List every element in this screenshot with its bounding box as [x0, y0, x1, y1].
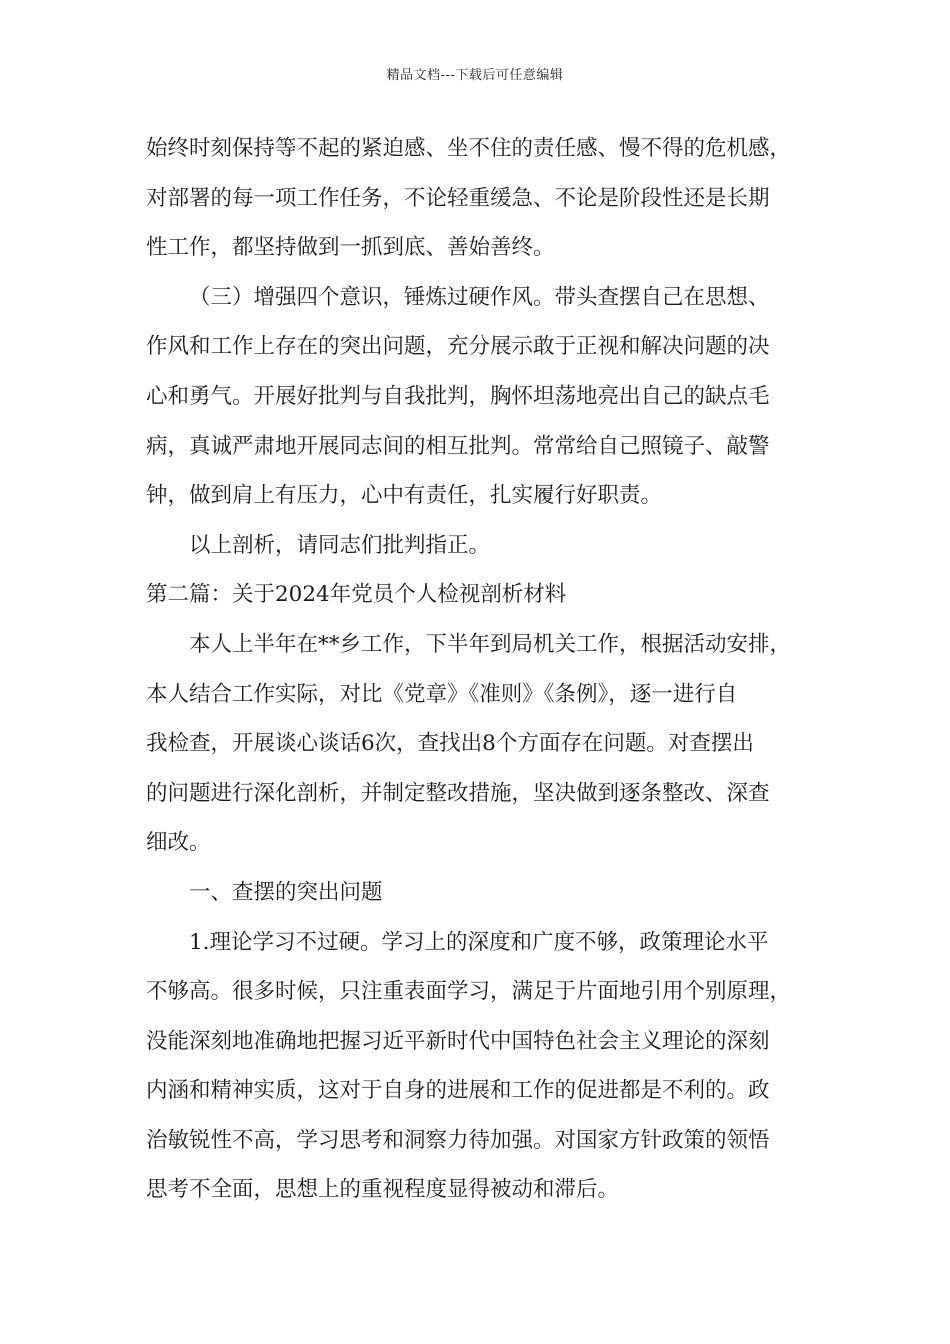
- document-body: [146, 124, 810, 1215]
- text-line: 钟，做到肩上有压力，心中有责任，扎实履行好职责。: [146, 483, 663, 509]
- text-line: 内涵和精神实质，这对于自身的进展和工作的促进都是不利的。政: [146, 1078, 770, 1104]
- text-line: 第二篇：关于2024年党员个人检视剖析材料: [146, 582, 567, 608]
- paragraph: [146, 620, 810, 868]
- text-line: 不够高。很多时候，只注重表面学习，满足于片面地引用个别原理，: [146, 979, 792, 1005]
- paragraph: [146, 124, 810, 273]
- text-line: （三）增强四个意识，锤炼过硬作风。带头查摆自己在思想、: [189, 284, 770, 310]
- text-line: 本人结合工作实际，对比《党章》《准则》《条例》，逐一进行自: [146, 681, 738, 707]
- paragraph: [146, 918, 810, 1216]
- text-line: 一、查摆的突出问题: [189, 879, 383, 905]
- text-line: 本人上半年在**乡工作，下半年到局机关工作，根据活动安排，: [189, 631, 792, 657]
- paragraph: [146, 273, 810, 521]
- text-line: 细改。: [146, 830, 211, 856]
- text-line: 性工作，都坚持做到一抓到底、善始善终。: [146, 235, 555, 261]
- text-line: 心和勇气。开展好批判与自我批判，胸怀坦荡地亮出自己的缺点毛: [146, 383, 770, 409]
- text-line: 对部署的每一项工作任务，不论轻重缓急、不论是阶段性还是长期: [146, 185, 770, 211]
- text-line: 以上剖析，请同志们批判指正。: [189, 532, 491, 558]
- page-header: 精品文档---下载后可任意编辑: [386, 68, 564, 83]
- subsection-heading: [146, 868, 810, 918]
- section-heading: [146, 570, 810, 620]
- text-line: 没能深刻地准确地把握习近平新时代中国特色社会主义理论的深刻: [146, 1028, 770, 1054]
- text-line: 我检查，开展谈心谈话6次，查找出8个方面存在问题。对查摆出: [146, 731, 754, 757]
- text-line: 作风和工作上存在的突出问题，充分展示敢于正视和解决问题的决: [146, 334, 770, 360]
- text-line: 治敏锐性不高，学习思考和洞察力待加强。对国家方针政策的领悟: [146, 1127, 770, 1153]
- paragraph: [146, 521, 810, 571]
- text-line: 始终时刻保持等不起的紧迫感、坐不住的责任感、慢不得的危机感，: [146, 136, 792, 161]
- text-line: 思考不全面，思想上的重视程度显得被动和滞后。: [146, 1177, 620, 1203]
- text-line: 病，真诚严肃地开展同志间的相互批判。常常给自己照镜子、敲警: [146, 433, 770, 459]
- text-line: 1.理论学习不过硬。学习上的深度和广度不够，政策理论水平: [189, 929, 769, 955]
- text-line: 的问题进行深化剖析，并制定整改措施，坚决做到逐条整改、深查: [146, 780, 770, 806]
